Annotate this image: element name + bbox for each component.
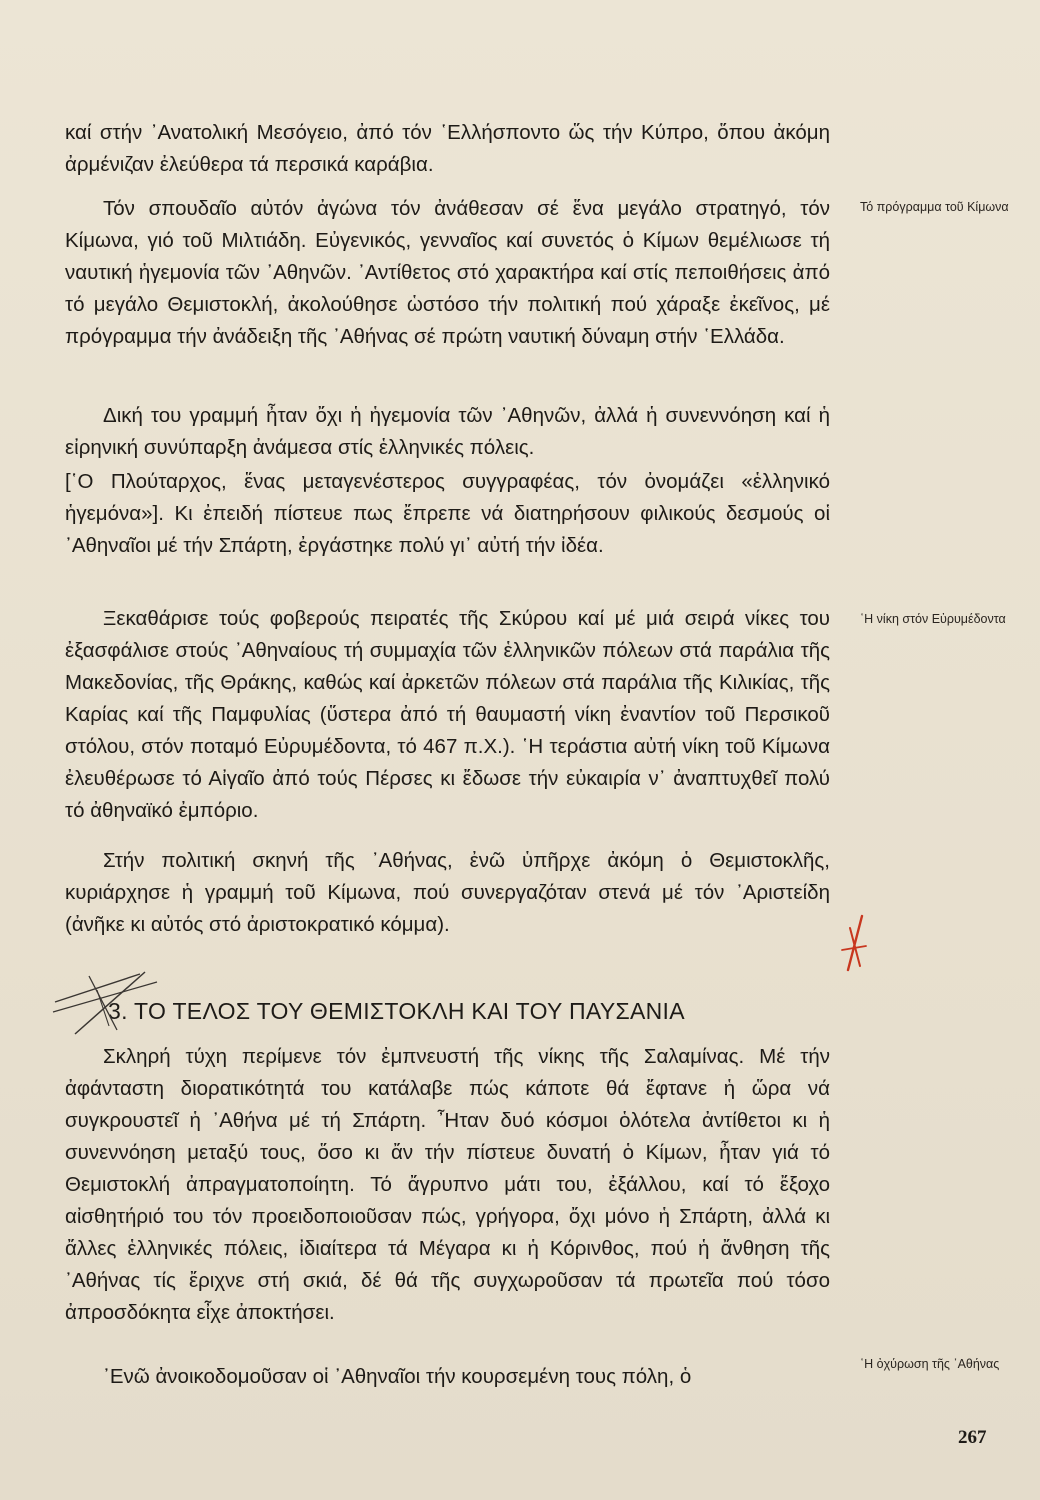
paragraph-2: Τόν σπουδαῖο αὐτόν ἀγώνα τόν ἀνάθεσαν σέ ἕνα μεγάλο στρατηγό, τόν Κίμωνα, γιό τοῦ Μιλτιάδη. Εὐγενικός, γενναῖος καί συνετός ὁ Κίμων θεμέλιωσε τή ναυτική ἡγεμονία τῶν ᾿Αθηνῶν. ᾿Αντίθετος στό χαρακτήρα καί στίς πεποιθήσεις ἀπό τό μεγάλο Θεμιστοκλή, ἀκολούθησε ὡστόσο τήν πολιτική πού χάραξε ἐκεῖνος, μέ πρόγραμμα τήν ἀνάδειξη τῆς ᾿Αθήνας σέ πρώτη ναυτική δύναμη στήν ῾Ελλάδα. xyxy=(65,197,830,348)
margin-note-eurymedon-victory: ῾Η νίκη στόν Εὐρυμέδοντα xyxy=(860,612,1006,626)
red-pen-mark-icon xyxy=(836,910,876,980)
section-heading: 3. ΤΟ ΤΕΛΟΣ ΤΟΥ ΘΕΜΙΣΤΟΚΛΗ ΚΑΙ ΤΟΥ ΠΑΥΣΑΝΙΑ xyxy=(108,998,685,1024)
margin-note-athens-fortification: ῾Η ὀχύρωση τῆς ᾿Αθήνας xyxy=(860,1357,1000,1371)
paragraph-1: καί στήν ᾿Ανατολική Μεσόγειο, ἀπό τόν ῾Ελλήσποντο ὥς τήν Κύπρο, ὅπου ἀκόμη ἀρμένιζαν ἐλεύθερα τά περσικά καράβια. xyxy=(65,121,830,176)
paragraph-5: Ξεκαθάρισε τούς φοβερούς πειρατές τῆς Σκύρου καί μέ μιά σειρά νίκες του ἐξασφάλισε στούς ᾿Αθηναίους τή συμμαχία τῶν ἑλληνικῶν πόλεων στά παράλια τῆς Μακεδονίας, τῆς Θράκης, καθώς καί ἀρκετῶν πόλεων στά παράλια τῆς Κιλικίας, τῆς Καρίας καί τῆς Παμφυλίας (ὕστερα ἀπό τή θαυμαστή νίκη ἐναντίον τοῦ Περσικοῦ στόλου, στόν ποταμό Εὐρυμέδοντα, τό 467 π.Χ.). ῾Η τεράστια αὐτή νίκη τοῦ Κίμωνα ἐλευθέρωσε τό Αἰγαῖο ἀπό τούς Πέρσες κι ἔδωσε τήν εὐκαιρία ν᾿ ἀναπτυχθεῖ πολύ τό ἀθηναϊκό ἐμπόριο. xyxy=(65,607,830,822)
paragraph-4: [῾Ο Πλούταρχος, ἕνας μεταγενέστερος συγγραφέας, τόν ὀνομάζει «ἑλληνικό ἡγεμόνα»]. Κι ἐπειδή πίστευε πως ἔπρεπε νά διατηρήσουν φιλικούς δεσμούς οἱ ᾿Αθηναῖοι μέ τήν Σπάρτη, ἐργάστηκε πολύ γι᾿ αὐτή τήν ἰδέα. xyxy=(65,470,830,557)
paragraph-7: Σκληρή τύχη περίμενε τόν ἐμπνευστή τῆς νίκης τῆς Σαλαμίνας. Μέ τήν ἀφάνταστη διορατικότητά του κατάλαβε πώς κάποτε θά ἔφτανε ἡ ὥρα νά συγκρουστεῖ ἡ ᾿Αθήνα μέ τή Σπάρτη. ῏Ηταν δυό κόσμοι ὁλότελα ἀντίθετοι κι ἡ συνεννόηση μεταξύ τους, ὅσο κι ἄν τήν πίστευε δυνατή ὁ Κίμων, ἦταν γιά τό Θεμιστοκλή ἀπραγματοποίητη. Τό ἄγρυπνο μάτι του, ἐξάλλου, καί τό ἔξοχο αἰσθητήριό του τόν προειδοποιοῦσαν πώς, γρήγορα, ὄχι μόνο ἡ Σπάρτη, ἀλλά κι ἄλλες ἑλληνικές πόλεις, ἰδιαίτερα τά Μέγαρα κι ἡ Κόρινθος, πού ἡ ἄνθηση τῆς ᾿Αθήνας τίς ἔριχνε στή σκιά, δέ θά τῆς συγχωροῦσαν τά πρωτεῖα πού τόσο ἀπροσδόκητα εἶχε ἀποκτήσει. xyxy=(65,1045,830,1324)
page-number: 267 xyxy=(958,1427,987,1448)
paragraph-3: Δική του γραμμή ἦταν ὄχι ἡ ἡγεμονία τῶν ᾿Αθηνῶν, ἀλλά ἡ συνεννόηση καί ἡ εἰρηνική συνύπαρξη ἀνάμεσα στίς ἑλληνικές πόλεις. xyxy=(65,404,830,459)
paragraph-6: Στήν πολιτική σκηνή τῆς ᾿Αθήνας, ἐνῶ ὑπῆρχε ἀκόμη ὁ Θεμιστοκλῆς, κυριάρχησε ἡ γραμμή τοῦ Κίμωνα, πού συνεργαζόταν στενά μέ τόν ᾿Αριστείδη (ἀνῆκε κι αὐτός στό ἀριστοκρατικό κόμμα). xyxy=(65,849,830,936)
margin-note-kimon-program: Τό πρόγραμμα τοῦ Κίμωνα xyxy=(860,200,1009,214)
paragraph-8: ᾿Ενῶ ἀνοικοδομοῦσαν οἱ ᾿Αθηναῖοι τήν κουρσεμένη τους πόλη, ὁ xyxy=(103,1365,692,1388)
pencil-scribble-icon xyxy=(45,968,175,1048)
